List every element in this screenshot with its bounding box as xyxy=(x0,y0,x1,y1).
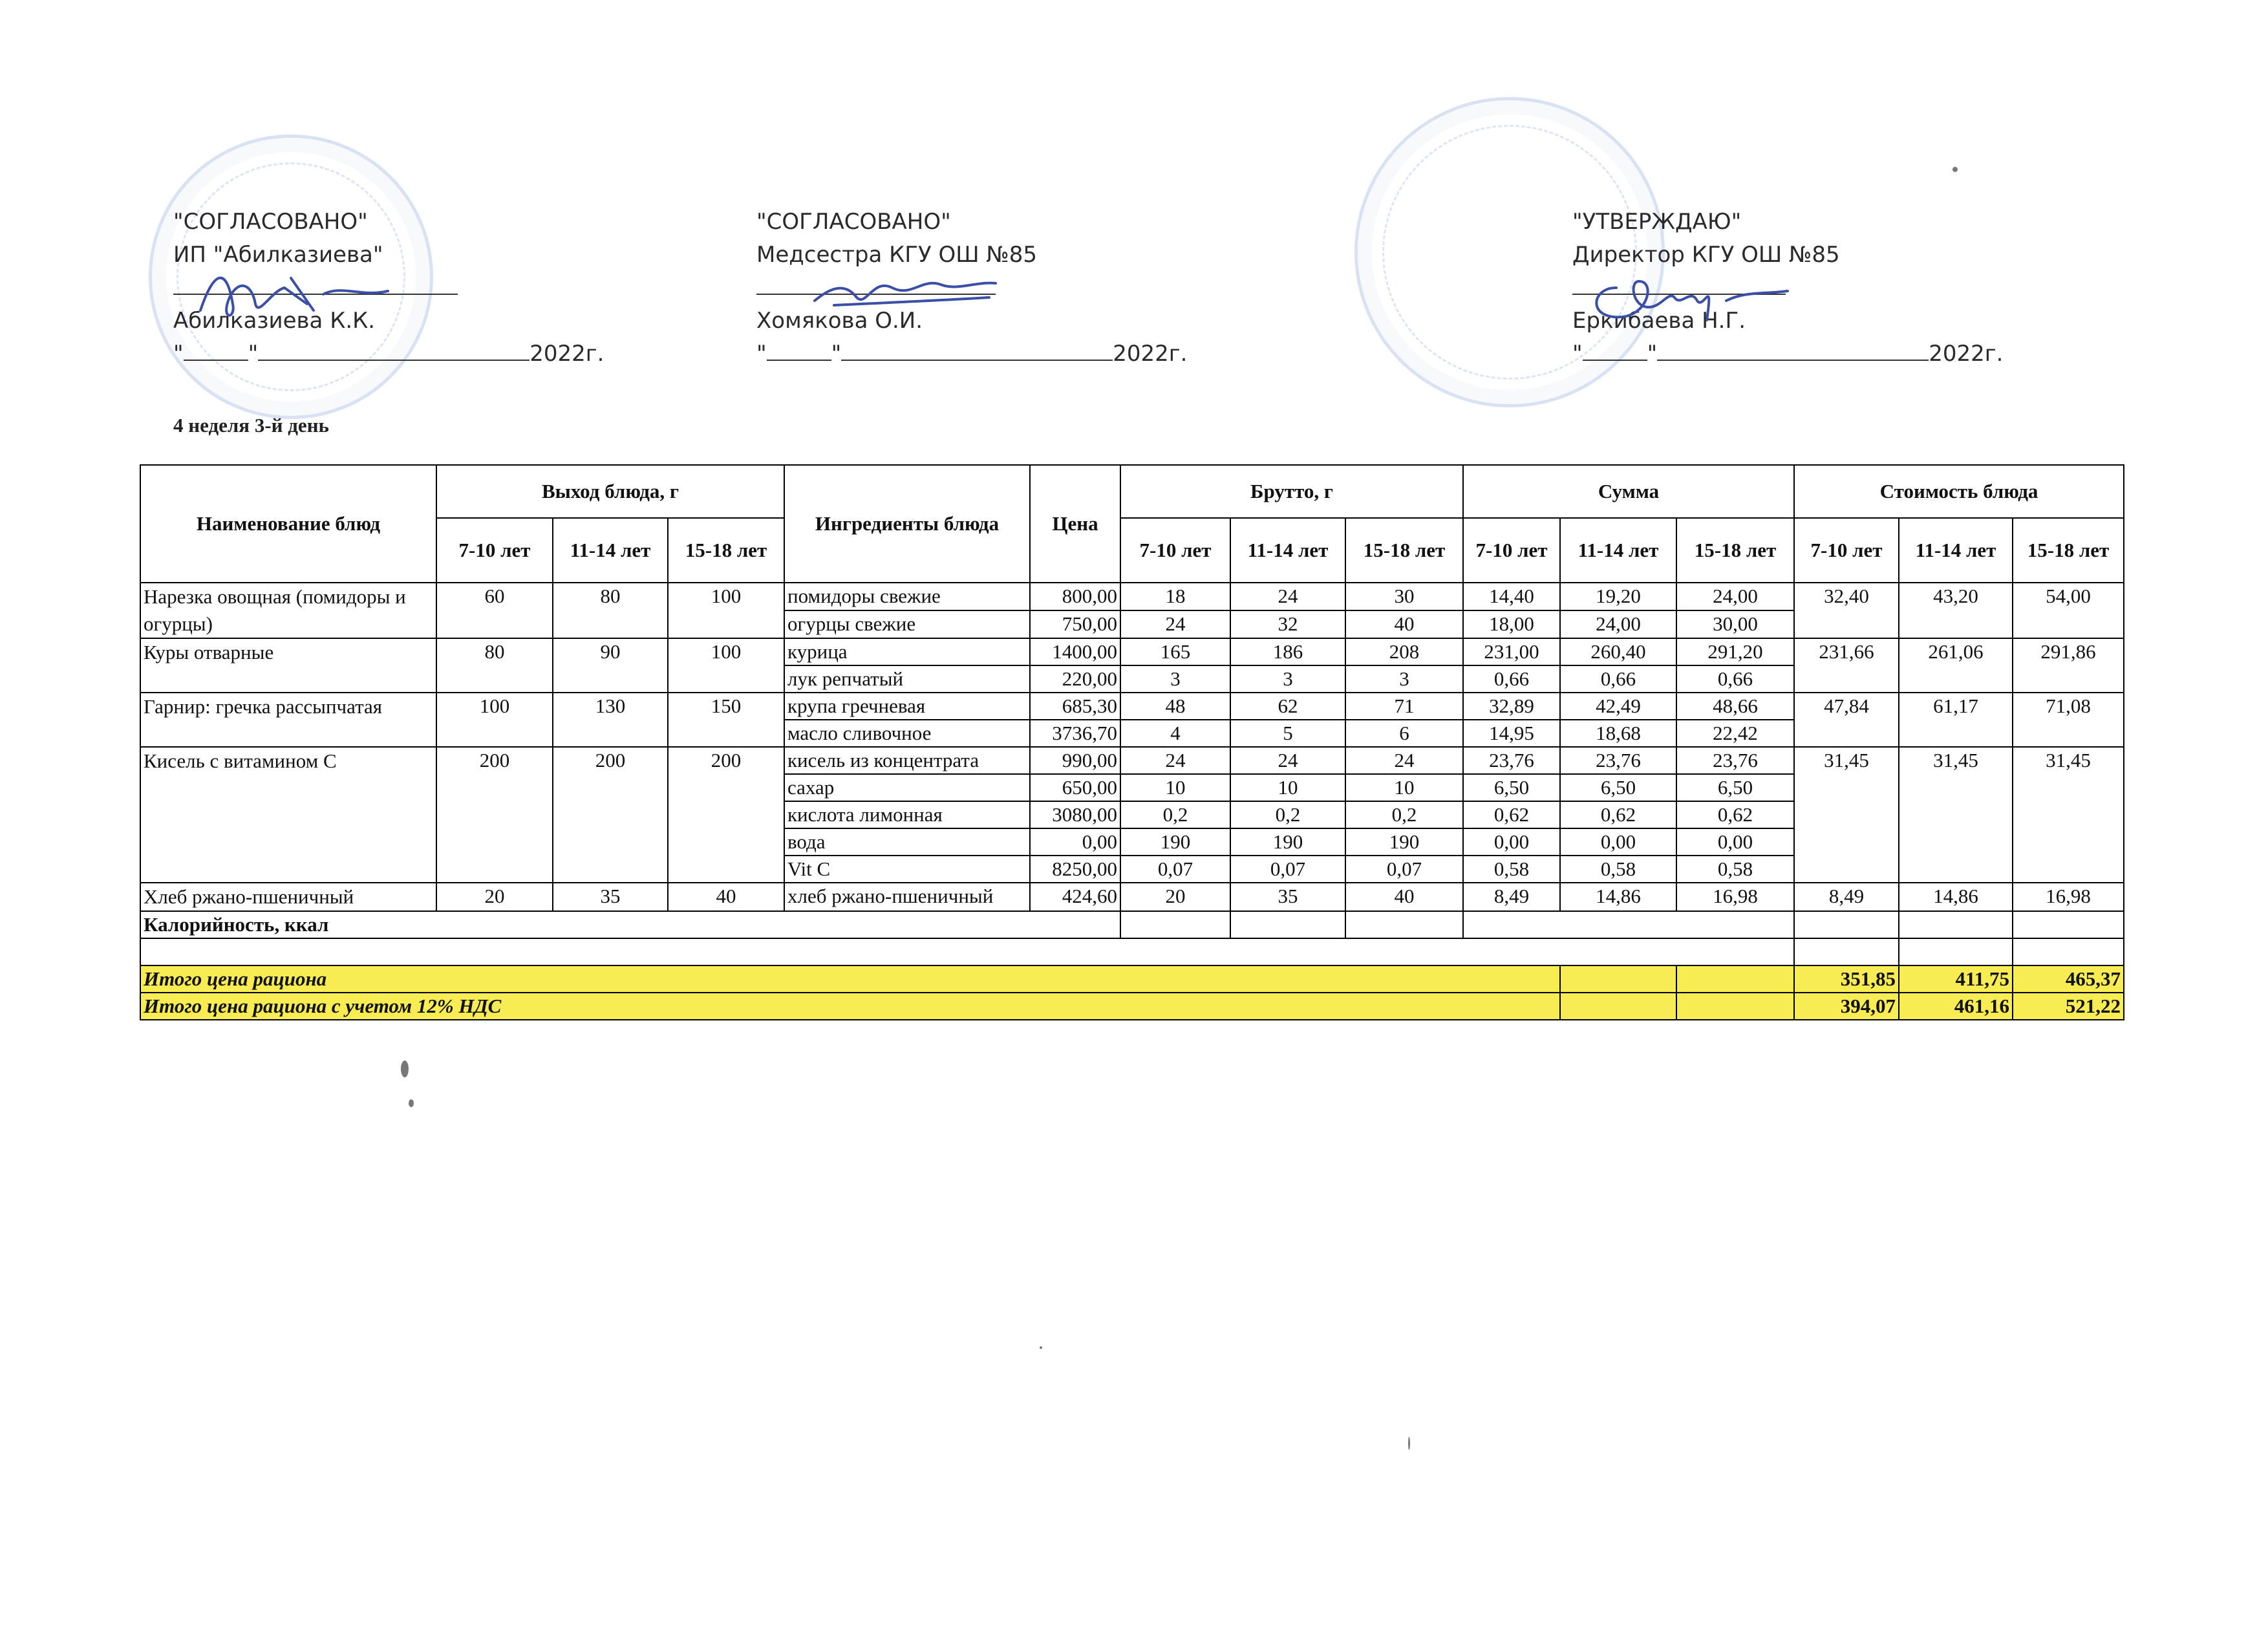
sum-cell: 30,00 xyxy=(1676,610,1794,638)
scan-speck xyxy=(1952,167,1958,172)
empty-cell xyxy=(1560,993,1676,1020)
approval-heading: "СОГЛАСОВАНО" xyxy=(173,209,368,235)
output-cell: 100 xyxy=(436,693,553,747)
gross-cell: 20 xyxy=(1120,883,1230,911)
gross-cell: 4 xyxy=(1120,720,1230,747)
gross-cell: 208 xyxy=(1345,638,1463,665)
empty-cell xyxy=(1345,911,1463,938)
sum-cell: 24,00 xyxy=(1676,583,1794,610)
cost-cell: 8,49 xyxy=(1794,883,1899,911)
gross-cell: 3 xyxy=(1345,665,1463,693)
gross-cell: 0,07 xyxy=(1120,856,1230,883)
empty-cell xyxy=(1463,911,1794,938)
gross-cell: 0,07 xyxy=(1230,856,1345,883)
gross-cell: 24 xyxy=(1120,610,1230,638)
gross-cell: 10 xyxy=(1230,774,1345,801)
header-age: 15-18 лет xyxy=(668,518,784,583)
empty-cell xyxy=(1676,965,1794,993)
ingredient-cell: крупа гречневая xyxy=(784,693,1030,720)
signature-1 xyxy=(194,259,401,330)
cost-cell: 43,20 xyxy=(1899,583,2013,638)
gross-cell: 62 xyxy=(1230,693,1345,720)
price-cell: 685,30 xyxy=(1030,693,1120,720)
price-cell: 800,00 xyxy=(1030,583,1120,610)
gross-cell: 6 xyxy=(1345,720,1463,747)
output-cell: 80 xyxy=(436,638,553,693)
gross-cell: 24 xyxy=(1230,583,1345,610)
approval-name: Абилказиева К.К. xyxy=(173,308,376,334)
header-ingredients: Ингредиенты блюда xyxy=(784,465,1030,583)
header-gross: Брутто, г xyxy=(1120,465,1463,518)
price-cell: 8250,00 xyxy=(1030,856,1120,883)
cost-cell: 47,84 xyxy=(1794,693,1899,747)
cost-cell: 71,08 xyxy=(2013,693,2124,747)
sum-cell: 48,66 xyxy=(1676,693,1794,720)
header-age: 11-14 лет xyxy=(1230,518,1345,583)
approval-date: " " 2022г. xyxy=(1572,341,2004,367)
header-age: 7-10 лет xyxy=(436,518,553,583)
blank-row xyxy=(140,938,2124,965)
total-value: 351,85 xyxy=(1794,965,1899,993)
scan-speck xyxy=(1408,1437,1410,1450)
table-row xyxy=(140,747,2124,774)
sum-cell: 8,49 xyxy=(1463,883,1560,911)
empty-cell xyxy=(1794,911,1899,938)
total-row xyxy=(140,965,2124,993)
cost-cell: 31,45 xyxy=(1794,747,1899,883)
price-cell: 3736,70 xyxy=(1030,720,1120,747)
total-label: Итого цена рациона xyxy=(140,965,1560,993)
sum-cell: 19,20 xyxy=(1560,583,1676,610)
gross-cell: 3 xyxy=(1230,665,1345,693)
sum-cell: 14,86 xyxy=(1560,883,1676,911)
price-cell: 220,00 xyxy=(1030,665,1120,693)
output-cell: 100 xyxy=(668,583,784,638)
empty-cell xyxy=(1230,911,1345,938)
ingredient-cell: лук репчатый xyxy=(784,665,1030,693)
output-cell: 130 xyxy=(553,693,668,747)
gross-cell: 18 xyxy=(1120,583,1230,610)
sum-cell: 0,62 xyxy=(1676,801,1794,828)
approval-date: " " 2022г. xyxy=(173,341,604,367)
dish-name-cell: Гарнир: гречка рассыпчатая xyxy=(140,693,436,747)
sum-cell: 231,00 xyxy=(1463,638,1560,665)
ingredient-cell: кислота лимонная xyxy=(784,801,1030,828)
approval-name: Еркибаева Н.Г. xyxy=(1572,308,1746,334)
sum-cell: 0,66 xyxy=(1560,665,1676,693)
gross-cell: 30 xyxy=(1345,583,1463,610)
header-cost: Стоимость блюда xyxy=(1794,465,2124,518)
cost-cell: 31,45 xyxy=(2013,747,2124,883)
empty-cell xyxy=(2013,938,2124,965)
price-cell: 1400,00 xyxy=(1030,638,1120,665)
sum-cell: 16,98 xyxy=(1676,883,1794,911)
approval-date: " " 2022г. xyxy=(756,341,1188,367)
cost-cell: 54,00 xyxy=(2013,583,2124,638)
sum-cell: 18,00 xyxy=(1463,610,1560,638)
calories-label: Калорийность, ккал xyxy=(140,911,1120,938)
table-body xyxy=(140,583,2124,1020)
approval-position: ИП "Абилказиева" xyxy=(173,242,383,268)
cost-cell: 32,40 xyxy=(1794,583,1899,638)
header-price: Цена xyxy=(1030,465,1120,583)
sum-cell: 0,62 xyxy=(1560,801,1676,828)
gross-cell: 10 xyxy=(1120,774,1230,801)
ingredient-cell: кисель из концентрата xyxy=(784,747,1030,774)
approval-heading: "УТВЕРЖДАЮ" xyxy=(1572,209,1742,235)
ingredient-cell: масло сливочное xyxy=(784,720,1030,747)
total-vat-row xyxy=(140,993,2124,1020)
gross-cell: 24 xyxy=(1345,747,1463,774)
output-cell: 35 xyxy=(553,883,668,911)
sum-cell: 0,00 xyxy=(1676,828,1794,856)
ingredient-cell: курица xyxy=(784,638,1030,665)
cost-cell: 61,17 xyxy=(1899,693,2013,747)
sum-cell: 32,89 xyxy=(1463,693,1560,720)
header-age: 15-18 лет xyxy=(1345,518,1463,583)
sum-cell: 22,42 xyxy=(1676,720,1794,747)
total-value: 461,16 xyxy=(1899,993,2013,1020)
header-age: 11-14 лет xyxy=(1899,518,2013,583)
output-cell: 150 xyxy=(668,693,784,747)
header-age: 7-10 лет xyxy=(1463,518,1560,583)
gross-cell: 48 xyxy=(1120,693,1230,720)
sum-cell: 18,68 xyxy=(1560,720,1676,747)
total-value: 394,07 xyxy=(1794,993,1899,1020)
sum-cell: 291,20 xyxy=(1676,638,1794,665)
price-cell: 990,00 xyxy=(1030,747,1120,774)
sum-cell: 0,00 xyxy=(1560,828,1676,856)
price-cell: 424,60 xyxy=(1030,883,1120,911)
menu-table xyxy=(140,464,2124,1020)
header-age: 11-14 лет xyxy=(553,518,668,583)
ingredient-cell: хлеб ржано-пшеничный xyxy=(784,883,1030,911)
gross-cell: 10 xyxy=(1345,774,1463,801)
output-cell: 100 xyxy=(668,638,784,693)
dish-name-cell: Хлеб ржано-пшеничный xyxy=(140,883,436,911)
cost-cell: 31,45 xyxy=(1899,747,2013,883)
price-cell: 3080,00 xyxy=(1030,801,1120,828)
table-row xyxy=(140,693,2124,720)
sum-cell: 0,58 xyxy=(1560,856,1676,883)
ingredient-cell: вода xyxy=(784,828,1030,856)
empty-cell xyxy=(1676,993,1794,1020)
scan-speck xyxy=(1040,1346,1042,1349)
empty-cell xyxy=(1899,911,2013,938)
gross-cell: 190 xyxy=(1120,828,1230,856)
gross-cell: 0,2 xyxy=(1230,801,1345,828)
sum-cell: 0,66 xyxy=(1676,665,1794,693)
cost-cell: 14,86 xyxy=(1899,883,2013,911)
scan-speck xyxy=(409,1099,414,1107)
gross-cell: 71 xyxy=(1345,693,1463,720)
day-label: 4 неделя 3-й день xyxy=(173,414,329,436)
sum-cell: 23,76 xyxy=(1463,747,1560,774)
output-cell: 60 xyxy=(436,583,553,638)
sum-cell: 14,40 xyxy=(1463,583,1560,610)
total-value: 411,75 xyxy=(1899,965,2013,993)
output-cell: 20 xyxy=(436,883,553,911)
total-label: Итого цена рациона с учетом 12% НДС xyxy=(140,993,1560,1020)
gross-cell: 24 xyxy=(1120,747,1230,774)
sum-cell: 42,49 xyxy=(1560,693,1676,720)
approval-heading: "СОГЛАСОВАНО" xyxy=(756,209,951,235)
price-cell: 0,00 xyxy=(1030,828,1120,856)
empty-cell xyxy=(1899,938,2013,965)
gross-cell: 165 xyxy=(1120,638,1230,665)
sum-cell: 0,58 xyxy=(1676,856,1794,883)
sum-cell: 24,00 xyxy=(1560,610,1676,638)
ingredient-cell: сахар xyxy=(784,774,1030,801)
dish-name-cell: Куры отварные xyxy=(140,638,436,693)
approval-name: Хомякова О.И. xyxy=(756,308,923,334)
signature-2 xyxy=(808,265,1002,317)
ingredient-cell: Vit C xyxy=(784,856,1030,883)
sum-cell: 23,76 xyxy=(1560,747,1676,774)
header-sum: Сумма xyxy=(1463,465,1794,518)
header-output: Выход блюда, г xyxy=(436,465,784,518)
gross-cell: 3 xyxy=(1120,665,1230,693)
sum-cell: 0,00 xyxy=(1463,828,1560,856)
table-row xyxy=(140,638,2124,665)
header-age: 7-10 лет xyxy=(1120,518,1230,583)
empty-cell xyxy=(1120,911,1230,938)
gross-cell: 32 xyxy=(1230,610,1345,638)
ingredient-cell: помидоры свежие xyxy=(784,583,1030,610)
scan-speck xyxy=(401,1061,409,1077)
gross-cell: 0,07 xyxy=(1345,856,1463,883)
gross-cell: 0,2 xyxy=(1120,801,1230,828)
cost-cell: 291,86 xyxy=(2013,638,2124,693)
header-dish-name: Наименование блюд xyxy=(140,465,436,583)
ingredient-cell: огурцы свежие xyxy=(784,610,1030,638)
gross-cell: 5 xyxy=(1230,720,1345,747)
sum-cell: 23,76 xyxy=(1676,747,1794,774)
sum-cell: 0,58 xyxy=(1463,856,1560,883)
sum-cell: 14,95 xyxy=(1463,720,1560,747)
header-age: 15-18 лет xyxy=(2013,518,2124,583)
gross-cell: 0,2 xyxy=(1345,801,1463,828)
cost-cell: 231,66 xyxy=(1794,638,1899,693)
empty-cell xyxy=(140,938,1794,965)
header-age: 11-14 лет xyxy=(1560,518,1676,583)
empty-cell xyxy=(1794,938,1899,965)
output-cell: 90 xyxy=(553,638,668,693)
empty-cell xyxy=(2013,911,2124,938)
gross-cell: 35 xyxy=(1230,883,1345,911)
sum-cell: 0,66 xyxy=(1463,665,1560,693)
sum-cell: 6,50 xyxy=(1463,774,1560,801)
table-row xyxy=(140,883,2124,911)
table-row xyxy=(140,583,2124,610)
output-cell: 200 xyxy=(553,747,668,883)
sum-cell: 6,50 xyxy=(1676,774,1794,801)
total-value: 465,37 xyxy=(2013,965,2124,993)
output-cell: 200 xyxy=(436,747,553,883)
price-cell: 650,00 xyxy=(1030,774,1120,801)
output-cell: 80 xyxy=(553,583,668,638)
empty-cell xyxy=(1560,965,1676,993)
dish-name-cell: Кисель с витамином С xyxy=(140,747,436,883)
gross-cell: 24 xyxy=(1230,747,1345,774)
sum-cell: 0,62 xyxy=(1463,801,1560,828)
gross-cell: 186 xyxy=(1230,638,1345,665)
output-cell: 200 xyxy=(668,747,784,883)
gross-cell: 40 xyxy=(1345,883,1463,911)
approval-position: Директор КГУ ОШ №85 xyxy=(1572,242,1840,268)
signature-3 xyxy=(1578,262,1797,333)
cost-cell: 16,98 xyxy=(2013,883,2124,911)
gross-cell: 40 xyxy=(1345,610,1463,638)
price-cell: 750,00 xyxy=(1030,610,1120,638)
sum-cell: 6,50 xyxy=(1560,774,1676,801)
total-value: 521,22 xyxy=(2013,993,2124,1020)
gross-cell: 190 xyxy=(1345,828,1463,856)
dish-name-cell: Нарезка овощная (помидоры и огурцы) xyxy=(140,583,436,638)
header-age: 7-10 лет xyxy=(1794,518,1899,583)
output-cell: 40 xyxy=(668,883,784,911)
approval-position: Медсестра КГУ ОШ №85 xyxy=(756,242,1038,268)
sum-cell: 260,40 xyxy=(1560,638,1676,665)
cost-cell: 261,06 xyxy=(1899,638,2013,693)
calories-row xyxy=(140,911,2124,938)
header-age: 15-18 лет xyxy=(1676,518,1794,583)
gross-cell: 190 xyxy=(1230,828,1345,856)
